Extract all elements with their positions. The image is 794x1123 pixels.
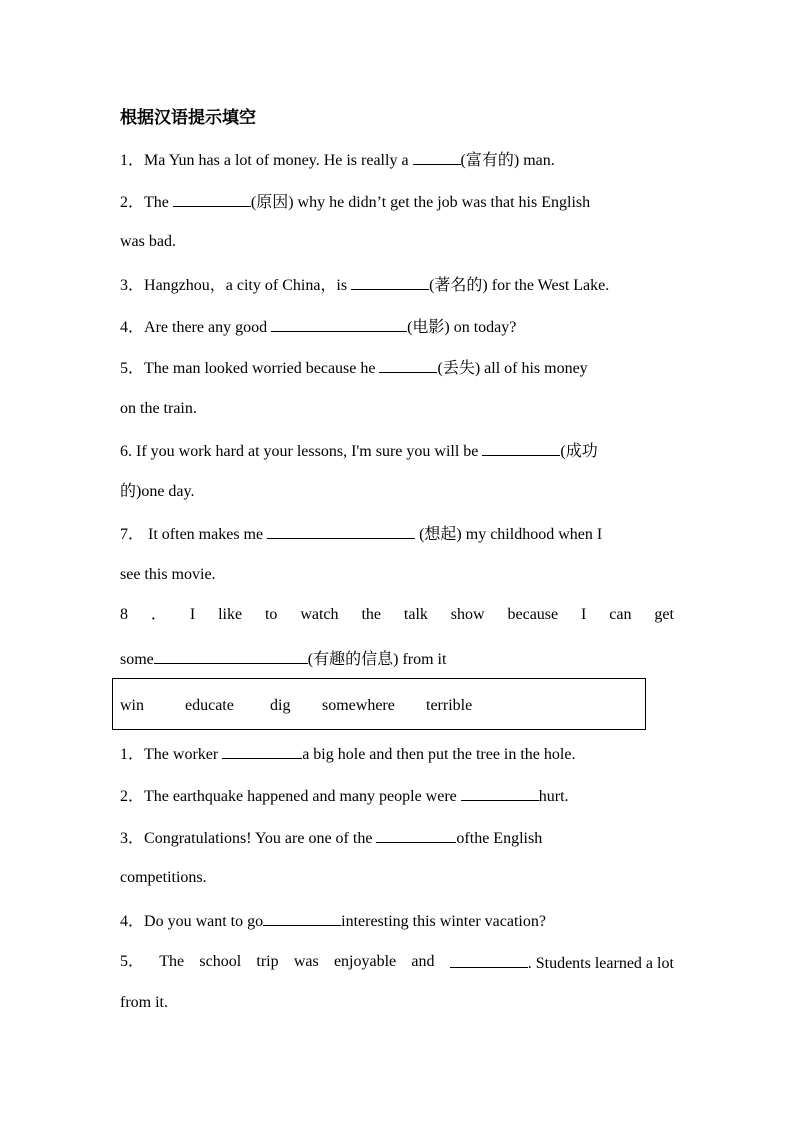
question-text: (有趣的信息) from it	[307, 651, 447, 668]
question-number: 1．	[120, 746, 145, 763]
question-text: Do you want to go	[144, 913, 264, 930]
question-number: 1．	[120, 152, 145, 169]
question-word: was	[293, 953, 319, 970]
question-word: I	[581, 606, 587, 623]
answer-blank[interactable]	[263, 910, 341, 926]
exercise-2	[120, 785, 569, 807]
exercise-1	[120, 743, 575, 765]
question-text: The	[144, 194, 173, 211]
answer-blank[interactable]	[222, 743, 302, 759]
question-text: Congratulations! You are one of the	[144, 830, 377, 847]
question-text: (富有的) man.	[460, 152, 555, 169]
question-number: 6.	[120, 443, 132, 460]
question-4	[120, 316, 516, 338]
question-number: 7．	[120, 526, 145, 543]
answer-blank[interactable]	[461, 785, 539, 801]
question-text: Ma Yun has a lot of money. He is really a	[144, 152, 413, 169]
question-text: (成功	[560, 443, 598, 460]
question-word: school	[199, 953, 242, 970]
question-number: 3．	[120, 277, 145, 294]
word-bank-item: educate	[185, 697, 234, 714]
question-number: 4．	[120, 319, 145, 336]
question-word: and	[411, 953, 435, 970]
answer-blank[interactable]	[376, 827, 456, 843]
answer-blank[interactable]	[271, 316, 407, 332]
question-7-continuation: see this movie.	[120, 566, 216, 583]
question-6	[120, 440, 598, 462]
exercise-5-continuation: from it.	[120, 994, 168, 1011]
question-word: the	[361, 606, 381, 623]
question-5-continuation: on the train.	[120, 400, 197, 417]
question-text: interesting this winter vacation?	[341, 913, 546, 930]
question-text: a big hole and then put the tree in the hole.	[302, 746, 576, 763]
question-number: 4．	[120, 913, 145, 930]
question-text: (丢失) all of his money	[437, 360, 588, 377]
question-text: . Students learned a lot	[527, 955, 674, 972]
question-text: It often makes me	[144, 526, 268, 543]
question-text: Are there any good	[144, 319, 272, 336]
question-word: trip	[256, 953, 279, 970]
question-number: 2．	[120, 194, 145, 211]
question-word: get	[654, 606, 674, 623]
question-5	[120, 357, 588, 379]
question-3	[120, 274, 609, 296]
exercise-3	[120, 827, 542, 849]
question-word: talk	[403, 606, 428, 623]
answer-blank[interactable]	[482, 440, 560, 456]
question-word: 5．	[120, 953, 145, 970]
answer-blank[interactable]	[413, 149, 461, 165]
answer-blank[interactable]	[173, 191, 251, 207]
worksheet-page	[120, 0, 676, 1123]
question-text: some	[120, 651, 154, 668]
question-word: The	[159, 953, 185, 970]
question-text: (想起) my childhood when I	[415, 526, 603, 543]
word-bank-box	[112, 678, 646, 730]
question-word: ．	[150, 606, 167, 623]
answer-blank[interactable]	[351, 274, 429, 290]
question-text: (著名的) for the West Lake.	[429, 277, 610, 294]
question-text: hurt.	[538, 788, 569, 805]
question-text: Hangzhou，a city of China，is	[144, 277, 352, 294]
question-text: (原因) why he didn’t get the job was that his English	[250, 194, 591, 211]
question-word: can	[609, 606, 632, 623]
word-bank-item: somewhere	[322, 697, 395, 714]
question-2	[120, 191, 590, 213]
exercise-3-continuation: competitions.	[120, 869, 207, 886]
answer-blank[interactable]	[267, 523, 415, 539]
question-6-continuation: 的)one day.	[120, 483, 195, 500]
question-number: 5．	[120, 360, 145, 377]
question-word: because	[507, 606, 559, 623]
word-bank-item: dig	[270, 697, 291, 714]
question-word: watch	[300, 606, 339, 623]
question-7	[120, 523, 602, 545]
question-2-continuation: was bad.	[120, 233, 176, 250]
question-word: 8	[120, 606, 128, 623]
question-word: like	[218, 606, 243, 623]
question-word: enjoyable	[333, 953, 397, 970]
question-text: If you work hard at your lessons, I'm sure you will be	[132, 443, 483, 460]
question-8	[120, 605, 674, 625]
section-title: 根据汉语提示填空	[120, 108, 256, 127]
answer-blank[interactable]	[450, 952, 528, 968]
question-1	[120, 149, 555, 171]
question-word: to	[264, 606, 278, 623]
answer-blank[interactable]	[379, 357, 437, 373]
question-text: ofthe English	[456, 830, 543, 847]
exercise-5	[120, 952, 674, 974]
question-text: (电影) on today?	[407, 319, 517, 336]
word-bank-item: win	[120, 697, 144, 714]
question-text: The man looked worried because he	[144, 360, 380, 377]
question-8-continuation	[120, 648, 446, 670]
exercise-4	[120, 910, 546, 932]
question-word: I	[189, 606, 196, 623]
question-number: 3．	[120, 830, 145, 847]
question-text: The worker	[144, 746, 223, 763]
question-word: show	[450, 606, 485, 623]
question-text: The earthquake happened and many people were	[144, 788, 461, 805]
word-bank-item: terrible	[426, 697, 473, 714]
question-number: 2．	[120, 788, 145, 805]
answer-blank[interactable]	[154, 648, 308, 664]
